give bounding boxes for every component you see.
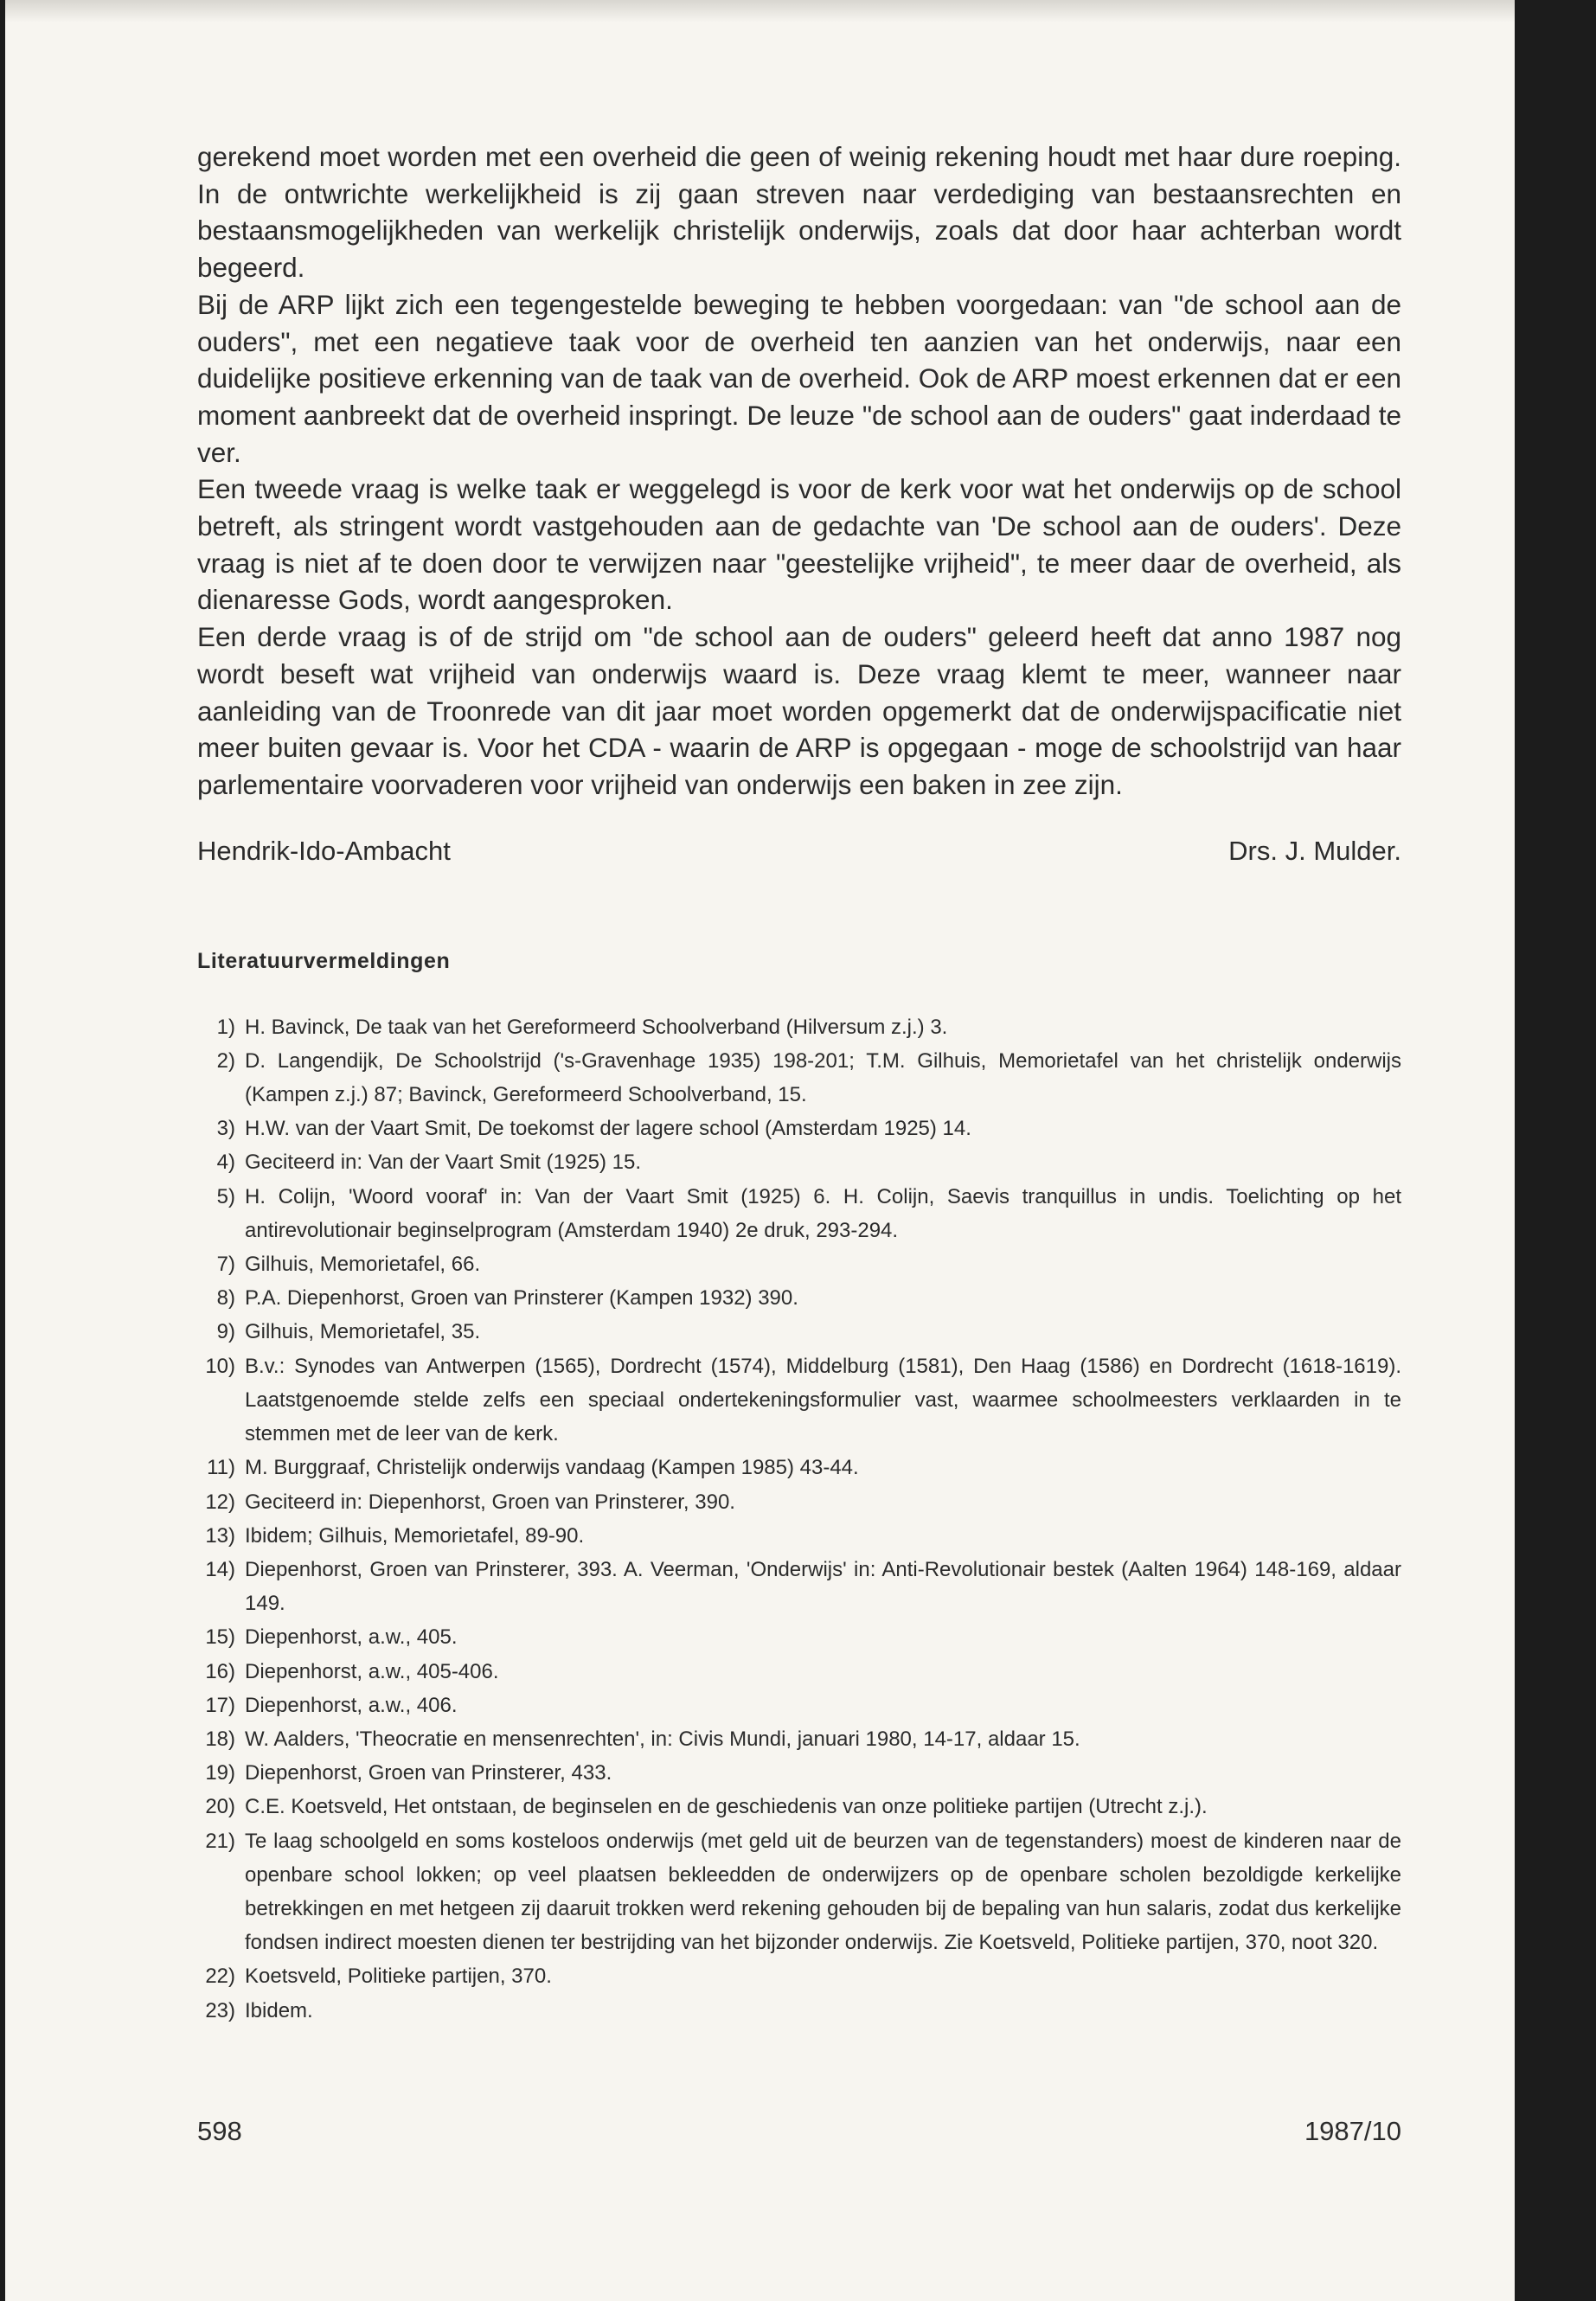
- body-paragraph: gerekend moet worden met een overheid die geen of weinig rekening houdt met haar dure roeping. In de ontwrichte werkelijkheid is zij gaan streven naar verdediging van bestaansrechten en bestaansmogelijkheden van werkelijk christelijk onderwijs, zoals dat door haar achterban wordt begeerd.: [197, 141, 1401, 284]
- signature-author: Drs. J. Mulder.: [1228, 835, 1401, 866]
- footnote-item: [197, 1756, 1401, 1790]
- footnote-number: 23): [205, 1998, 235, 2022]
- page-footer: [197, 2116, 1401, 2147]
- footnote-item: [197, 1994, 1401, 2028]
- footnote-number: 20): [205, 1795, 235, 1819]
- footnote-number: 4): [216, 1150, 235, 1175]
- body-text: [197, 138, 1401, 804]
- signature-line: [197, 833, 1401, 869]
- footnote-item: [197, 1145, 1401, 1179]
- footnote-text: Geciteerd in: Diepenhorst, Groen van Prinsterer, 390.: [245, 1490, 735, 1514]
- footnote-number: 8): [216, 1286, 235, 1311]
- footnote-text: Te laag schoolgeld en soms kosteloos onderwijs (met geld uit de beurzen van de tegenstanders) moest de kinderen naar de openbare school lokken; op veel plaatsen bekleedden de onderwijzers op de openbare scholen bezoldigde kerkelijke betrekkingen en met hetgeen zij daaruit trokken werd rekening gehouden bij de bepaling van hun salaris, zodat dus kerkelijke fondsen indirect moesten dienen ter bestrijding van het bijzonder onderwijs. Zie Koetsveld, Politieke partijen, 370, noot 320.: [245, 1829, 1401, 1955]
- footnote-text: Gilhuis, Memorietafel, 35.: [245, 1320, 481, 1344]
- footnote-item: [197, 1790, 1401, 1823]
- footnote-item: [197, 1112, 1401, 1145]
- footnote-text: Gilhuis, Memorietafel, 66.: [245, 1253, 481, 1277]
- footnote-item: [197, 1180, 1401, 1247]
- footnote-item: [197, 1247, 1401, 1281]
- footnote-text: M. Burggraaf, Christelijk onderwijs vandaag (Kampen 1985) 43-44.: [245, 1456, 859, 1480]
- body-paragraph: Bij de ARP lijkt zich een tegengestelde beweging te hebben voorgedaan: van "de school aan de ouders", met een negatieve taak voor de overheid ten aanzien van het onderwijs, naar een duidelijke positieve erkenning van de taak van de overheid. Ook de ARP moest erkennen dat er een moment aanbreekt dat de overheid inspringt. De leuze "de school aan de ouders" gaat inderdaad te ver.: [197, 288, 1401, 468]
- footnote-text: W. Aalders, 'Theocratie en mensenrechten', in: Civis Mundi, januari 1980, 14-17, aldaar 15.: [245, 1727, 1080, 1751]
- footnote-text: C.E. Koetsveld, Het ontstaan, de beginselen en de geschiedenis van onze politieke partijen (Utrecht z.j.).: [245, 1795, 1208, 1819]
- footnote-text: B.v.: Synodes van Antwerpen (1565), Dordrecht (1574), Middelburg (1581), Den Haag (1586) en Dordrecht (1618-1619). Laatstgenoemde stelde zelfs een speciaal ondertekeningsformulier vast, waarmee schoolmeesters verklaarden in te stemmen met de leer van de kerk.: [245, 1354, 1401, 1446]
- footnote-number: 10): [205, 1354, 235, 1378]
- body-paragraph: Een derde vraag is of de strijd om "de school aan de ouders" geleerd heeft dat anno 1987 nog wordt beseft wat vrijheid van onderwijs waard is. Deze vraag klemt te meer, wanneer naar aanleiding van de Troonrede van dit jaar moet worden opgemerkt dat de onderwijspacificatie niet meer buiten gevaar is. Voor het CDA - waarin de ARP is opgegaan - moge de schoolstrijd van haar parlementaire voorvaderen voor vrijheid van onderwijs een baken in zee zijn.: [197, 621, 1401, 800]
- footnote-item: [197, 1485, 1401, 1519]
- footnote-text: Ibidem.: [245, 1998, 313, 2022]
- footnote-number: 19): [205, 1761, 235, 1785]
- footnote-text: H.W. van der Vaart Smit, De toekomst der lagere school (Amsterdam 1925) 14.: [245, 1117, 971, 1141]
- footnote-number: 5): [216, 1184, 235, 1208]
- footnote-item: [197, 1010, 1401, 1044]
- footnote-number: 17): [205, 1693, 235, 1717]
- footnote-text: Diepenhorst, Groen van Prinsterer, 393. A. Veerman, 'Onderwijs' in: Anti-Revolutionair bestek (Aalten 1964) 148-169, aldaar 149.: [245, 1557, 1401, 1616]
- document-page: [5, 0, 1515, 2301]
- footnote-number: 2): [216, 1048, 235, 1073]
- footnote-item: [197, 1553, 1401, 1620]
- page-number: 598: [197, 2116, 242, 2146]
- footnote-text: Diepenhorst, a.w., 405-406.: [245, 1659, 499, 1683]
- issue-number: 1987/10: [1304, 2116, 1401, 2146]
- footnote-item: [197, 1451, 1401, 1484]
- footnote-text: Diepenhorst, Groen van Prinsterer, 433.: [245, 1761, 612, 1785]
- footnote-number: 14): [205, 1557, 235, 1581]
- footnote-item: [197, 1959, 1401, 1993]
- footnote-number: 15): [205, 1625, 235, 1650]
- footnote-number: 3): [216, 1117, 235, 1141]
- footnote-item: [197, 1824, 1401, 1960]
- footnote-item: [197, 1349, 1401, 1452]
- footnote-number: 7): [216, 1253, 235, 1277]
- footnote-number: 16): [205, 1659, 235, 1683]
- literature-heading: Literatuurvermeldingen: [197, 948, 451, 973]
- footnote-number: 22): [205, 1965, 235, 1989]
- footnote-number: 11): [207, 1456, 235, 1480]
- footnote-number: 13): [205, 1523, 235, 1548]
- footnote-item: [197, 1519, 1401, 1553]
- footnote-text: H. Colijn, 'Woord vooraf' in: Van der Vaart Smit (1925) 6. H. Colijn, Saevis tranquillus in undis. Toelichting op het antirevolutionair beginselprogram (Amsterdam 1940) 2e druk, 293-294.: [245, 1184, 1401, 1242]
- footnote-item: [197, 1620, 1401, 1654]
- footnote-list: [197, 1010, 1401, 2028]
- body-paragraph: Een tweede vraag is welke taak er weggelegd is voor de kerk voor wat het onderwijs op de school betreft, als stringent wordt vastgehouden aan de gedachte van 'De school aan de ouders'. Deze vraag is niet af te doen door te verwijzen naar "geestelijke vrijheid", te meer daar de overheid, als dienaresse Gods, wordt aangesproken.: [197, 473, 1401, 616]
- footnote-item: [197, 1281, 1401, 1315]
- footnote-text: Diepenhorst, a.w., 406.: [245, 1693, 458, 1717]
- footnote-number: 1): [216, 1015, 235, 1039]
- scan-edge-shadow: [5, 0, 1515, 22]
- footnote-text: H. Bavinck, De taak van het Gereformeerd Schoolverband (Hilversum z.j.) 3.: [245, 1015, 948, 1039]
- footnote-text: Koetsveld, Politieke partijen, 370.: [245, 1965, 552, 1989]
- footnote-text: Diepenhorst, a.w., 405.: [245, 1625, 458, 1650]
- footnote-number: 9): [216, 1320, 235, 1344]
- footnote-number: 12): [205, 1490, 235, 1514]
- footnote-number: 21): [205, 1829, 235, 1853]
- footnote-item: [197, 1689, 1401, 1722]
- article-content: [197, 138, 1401, 2028]
- footnote-text: Ibidem; Gilhuis, Memorietafel, 89-90.: [245, 1523, 585, 1548]
- footnote-item: [197, 1722, 1401, 1756]
- footnote-text: D. Langendijk, De Schoolstrijd ('s-Gravenhage 1935) 198-201; T.M. Gilhuis, Memorietafel van het christelijk onderwijs (Kampen z.j.) 87; Bavinck, Gereformeerd Schoolverband, 15.: [245, 1048, 1401, 1107]
- footnote-text: P.A. Diepenhorst, Groen van Prinsterer (Kampen 1932) 390.: [245, 1286, 798, 1311]
- signature-place: Hendrik-Ido-Ambacht: [197, 835, 451, 866]
- footnote-text: Geciteerd in: Van der Vaart Smit (1925) 15.: [245, 1150, 642, 1175]
- footnote-item: [197, 1655, 1401, 1689]
- footnote-item: [197, 1044, 1401, 1112]
- footnote-number: 18): [205, 1727, 235, 1751]
- footnote-item: [197, 1315, 1401, 1349]
